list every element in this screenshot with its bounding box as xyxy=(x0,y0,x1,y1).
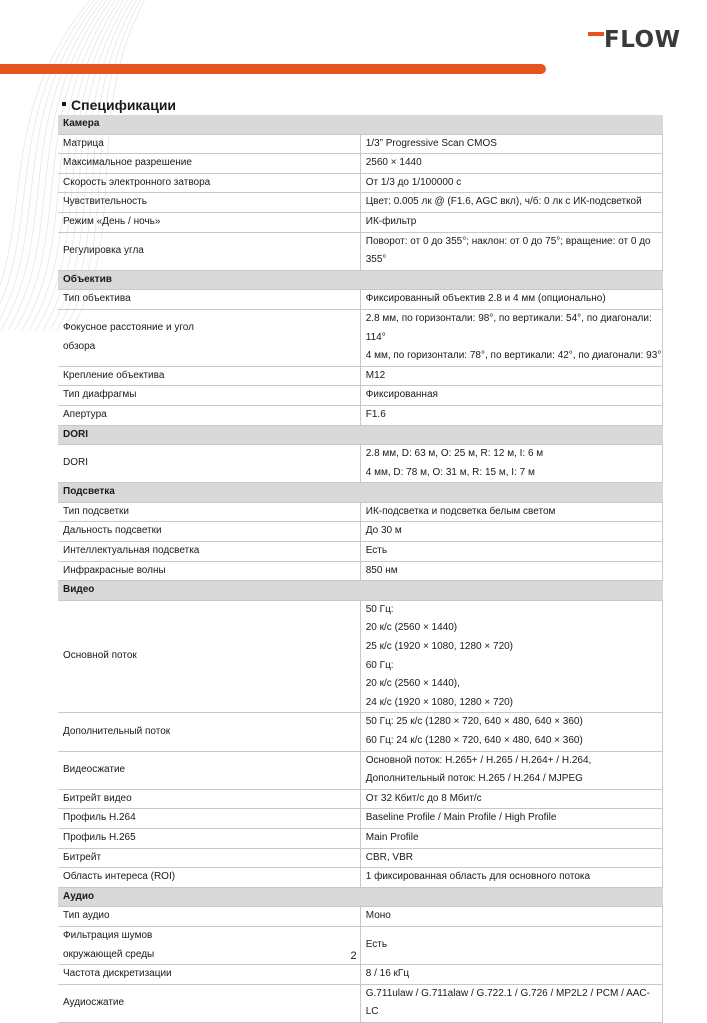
spec-section-title: Камера xyxy=(58,115,663,134)
spec-value xyxy=(360,154,662,174)
spec-key-line: Инфракрасные волны xyxy=(63,564,166,576)
spec-value xyxy=(360,386,662,406)
spec-key-line: DORI xyxy=(63,457,88,469)
spec-value-line: До 30 м xyxy=(365,525,402,537)
spec-value-line: Основной поток: H.265+ / H.265 / H.264+ / H.264, xyxy=(365,754,592,766)
spec-section-header xyxy=(58,887,663,907)
spec-row xyxy=(58,789,663,809)
spec-key xyxy=(58,405,360,425)
spec-key-line: Регулировка угла xyxy=(63,244,144,256)
spec-key-line: Режим «День / ночь» xyxy=(63,215,161,227)
spec-value-line: 2.8 мм, по горизонтали: 98°, по вертикали: 54°, по диагонали: 114° xyxy=(365,312,652,343)
spec-value-line: Фиксированный объектив 2.8 и 4 мм (опционально) xyxy=(365,293,606,305)
logo-accent-bar xyxy=(588,32,604,36)
spec-key-line: Профиль H.264 xyxy=(63,812,136,824)
spec-key xyxy=(58,366,360,386)
spec-value-line: 50 Гц: xyxy=(365,603,394,615)
spec-row xyxy=(58,154,663,174)
spec-row xyxy=(58,366,663,386)
page-number: 2 xyxy=(350,950,357,962)
spec-key xyxy=(58,232,360,270)
spec-value-line: Есть xyxy=(365,545,388,557)
spec-key xyxy=(58,868,360,888)
spec-value xyxy=(360,522,662,542)
spec-value xyxy=(360,868,662,888)
spec-value-line: Моно xyxy=(365,910,391,922)
bullet-icon xyxy=(62,102,66,106)
spec-value xyxy=(360,366,662,386)
spec-row xyxy=(58,522,663,542)
spec-value-line: Baseline Profile / Main Profile / High Profile xyxy=(365,812,557,824)
spec-value-line: M12 xyxy=(365,369,386,381)
spec-value xyxy=(360,542,662,562)
spec-key-line: Крепление объектива xyxy=(63,369,165,381)
spec-row xyxy=(58,848,663,868)
spec-key-line: окружающей среды xyxy=(63,948,155,960)
spec-value-line: От 1/3 до 1/100000 с xyxy=(365,176,462,188)
spec-key-line: Фильтрация шумов xyxy=(63,929,153,941)
spec-key-line: Тип объектива xyxy=(63,293,131,305)
spec-row xyxy=(58,134,663,154)
spec-value xyxy=(360,193,662,213)
spec-row xyxy=(58,965,663,985)
spec-key-line: Битрейт xyxy=(63,851,102,863)
spec-key xyxy=(58,848,360,868)
spec-section-header xyxy=(58,115,663,134)
brand-logo: FLOW xyxy=(604,27,681,53)
spec-key-line: Чувствительность xyxy=(63,196,147,208)
spec-section-header xyxy=(58,425,663,445)
spec-row xyxy=(58,502,663,522)
spec-value-line: 2560 × 1440 xyxy=(365,157,422,169)
spec-key xyxy=(58,445,360,483)
spec-key xyxy=(58,713,360,751)
spec-value xyxy=(360,965,662,985)
spec-key xyxy=(58,173,360,193)
spec-row xyxy=(58,751,663,789)
spec-value-line: 1/3” Progressive Scan CMOS xyxy=(365,137,497,149)
spec-section-title: Аудио xyxy=(58,887,663,907)
spec-value xyxy=(360,173,662,193)
spec-value-line: 8 / 16 кГц xyxy=(365,968,410,980)
spec-value-line: 60 Гц: 24 к/с (1280 × 720, 640 × 480, 640 × 360) xyxy=(365,735,583,746)
spec-key xyxy=(58,522,360,542)
spec-value xyxy=(360,561,662,581)
spec-key-line: Тип аудио xyxy=(63,910,110,922)
spec-section-header xyxy=(58,483,663,503)
spec-value-line: F1.6 xyxy=(365,408,386,420)
section-heading xyxy=(62,96,176,114)
spec-key-line: Частота дискретизации xyxy=(63,968,172,980)
spec-value xyxy=(360,290,662,310)
spec-key xyxy=(58,386,360,406)
spec-value-line: От 32 Кбит/с до 8 Мбит/с xyxy=(365,792,482,804)
spec-row xyxy=(58,868,663,888)
spec-value-line: 850 нм xyxy=(365,564,398,576)
spec-row xyxy=(58,386,663,406)
spec-value-line: ИК-фильтр xyxy=(365,215,417,227)
spec-key-line: Максимальное разрешение xyxy=(63,157,192,169)
spec-row xyxy=(58,542,663,562)
spec-table xyxy=(58,115,663,1023)
spec-value-line: Фиксированная xyxy=(365,389,438,401)
spec-key xyxy=(58,154,360,174)
spec-value xyxy=(360,212,662,232)
spec-key-line: Апертура xyxy=(63,408,107,420)
spec-row xyxy=(58,405,663,425)
spec-row xyxy=(58,561,663,581)
spec-row xyxy=(58,309,663,366)
spec-value xyxy=(360,809,662,829)
spec-value-line: Поворот: от 0 до 355°; наклон: от 0 до 75°; вращение: от 0 до 355° xyxy=(365,235,651,266)
spec-key-line: обзора xyxy=(63,340,96,352)
section-heading-text: Спецификации xyxy=(71,97,177,113)
header-accent-bar xyxy=(0,64,546,74)
spec-value xyxy=(360,600,662,713)
spec-key-line: Дальность подсветки xyxy=(63,525,162,537)
spec-key xyxy=(58,542,360,562)
spec-key-line: Тип диафрагмы xyxy=(63,389,137,401)
spec-row xyxy=(58,828,663,848)
spec-value-line: Цвет: 0.005 лк @ (F1.6, AGC вкл), ч/б: 0 лк с ИК-подсветкой xyxy=(365,196,642,208)
spec-value-line: 4 мм, D: 78 м, O: 31 м, R: 15 м, I: 7 м xyxy=(365,466,535,478)
spec-key-line: Интеллектуальная подсветка xyxy=(63,545,200,557)
spec-section-title: DORI xyxy=(58,425,663,445)
spec-section-title: Подсветка xyxy=(58,483,663,503)
spec-row xyxy=(58,193,663,213)
spec-row xyxy=(58,984,663,1022)
spec-key-line: Матрица xyxy=(63,137,104,149)
spec-key-line: Битрейт видео xyxy=(63,792,132,804)
spec-value xyxy=(360,134,662,154)
spec-section-title: Объектив xyxy=(58,270,663,290)
spec-value xyxy=(360,309,662,366)
spec-value xyxy=(360,751,662,789)
spec-value-line: G.711ulaw / G.711alaw / G.722.1 / G.726 / MP2L2 / PCM / AAC-LC xyxy=(365,987,650,1018)
spec-value xyxy=(360,445,662,483)
spec-key xyxy=(58,600,360,713)
spec-key xyxy=(58,984,360,1022)
spec-section-header xyxy=(58,581,663,601)
spec-key xyxy=(58,309,360,366)
spec-key xyxy=(58,751,360,789)
spec-key-line: Видеосжатие xyxy=(63,763,126,775)
spec-section-header xyxy=(58,270,663,290)
spec-value xyxy=(360,984,662,1022)
spec-value-line: 25 к/с (1920 × 1080, 1280 × 720) xyxy=(365,641,514,653)
spec-key xyxy=(58,828,360,848)
spec-value xyxy=(360,789,662,809)
spec-row xyxy=(58,445,663,483)
spec-key xyxy=(58,809,360,829)
spec-key xyxy=(58,965,360,985)
spec-key xyxy=(58,212,360,232)
spec-value-line: Есть xyxy=(365,939,388,951)
spec-row xyxy=(58,232,663,270)
spec-value xyxy=(360,848,662,868)
spec-row xyxy=(58,907,663,927)
spec-value-line: Дополнительный поток: H.265 / H.264 / MJPEG xyxy=(365,773,583,785)
spec-key-line: Область интереса (ROI) xyxy=(63,871,176,883)
spec-value xyxy=(360,713,662,751)
spec-row xyxy=(58,212,663,232)
spec-key xyxy=(58,290,360,310)
spec-row xyxy=(58,713,663,751)
spec-key xyxy=(58,193,360,213)
spec-key-line: Аудиосжатие xyxy=(63,997,125,1009)
spec-value-line: ИК-подсветка и подсветка белым светом xyxy=(365,505,556,517)
spec-key-line: Фокусное расстояние и угол xyxy=(63,322,194,334)
spec-key xyxy=(58,907,360,927)
spec-value-line: 2.8 мм, D: 63 м, O: 25 м, R: 12 м, I: 6 м xyxy=(365,448,544,460)
spec-value-line: Main Profile xyxy=(365,831,419,843)
spec-key xyxy=(58,561,360,581)
spec-value xyxy=(360,502,662,522)
spec-value-line: 20 к/с (2560 × 1440) xyxy=(365,622,458,634)
spec-key xyxy=(58,134,360,154)
spec-value-line: 4 мм, по горизонтали: 78°, по вертикали: 42°, по диагонали: 93° xyxy=(365,350,662,362)
spec-key-line: Тип подсветки xyxy=(63,505,130,517)
spec-row xyxy=(58,600,663,713)
spec-value-line: 20 к/с (2560 × 1440), xyxy=(365,678,460,690)
spec-row xyxy=(58,173,663,193)
spec-value-line: 50 Гц: 25 к/с (1280 × 720, 640 × 480, 640 × 360) xyxy=(365,716,583,728)
spec-key-line: Профиль H.265 xyxy=(63,831,136,843)
spec-value xyxy=(360,232,662,270)
spec-row xyxy=(58,809,663,829)
spec-value-line: CBR, VBR xyxy=(365,851,413,863)
spec-key-line: Основной поток xyxy=(63,650,137,662)
spec-key-line: Дополнительный поток xyxy=(63,725,171,737)
spec-value xyxy=(360,405,662,425)
spec-value-line: 1 фиксированная область для основного потока xyxy=(365,871,591,883)
spec-key-line: Скорость электронного затвора xyxy=(63,176,211,188)
spec-row xyxy=(58,290,663,310)
spec-section-title: Видео xyxy=(58,581,663,601)
spec-key xyxy=(58,502,360,522)
spec-value-line: 60 Гц: xyxy=(365,659,394,671)
spec-value xyxy=(360,907,662,927)
spec-key xyxy=(58,789,360,809)
spec-value xyxy=(360,828,662,848)
spec-value-line: 24 к/с (1920 × 1080, 1280 × 720) xyxy=(365,696,514,708)
